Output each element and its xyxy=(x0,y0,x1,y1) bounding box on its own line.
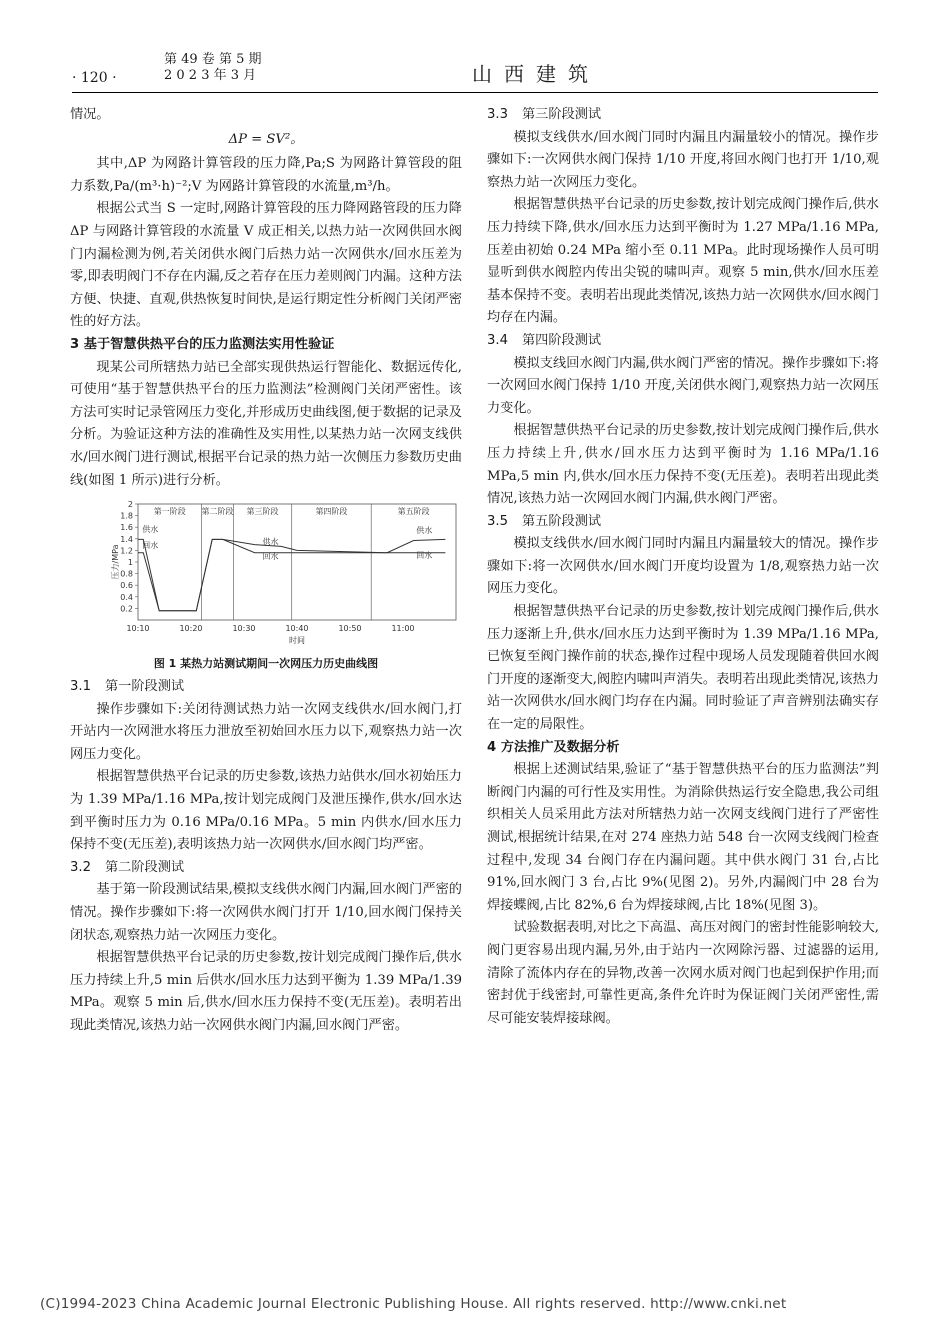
paragraph: 根据智慧供热平台记录的历史参数,按计划完成阀门操作后,供水压力持续下降,供水/回水压力达到平衡时为 1.27 MPa/1.16 MPa,压差由初始 0.24 MPa 缩小至 0.11 MPa。此时现场操作人员可明显听到供水阀腔内传出尖锐的啸叫声。观察 5 min,供水/回水压差基本保持不变。表明若出现此类情况,该热力站一次网供水/回水阀门均存在内漏。 xyxy=(487,197,879,326)
section-title: 第一阶段测试 xyxy=(104,679,185,695)
subsection-heading xyxy=(70,857,462,880)
phase-label: 第五阶段 xyxy=(397,507,430,517)
y-tick-label: 1.8 xyxy=(120,511,133,521)
paragraph: 情况。 xyxy=(70,107,110,122)
volume-issue: 第 49 卷 第 5 期 xyxy=(164,52,262,67)
y-tick-label: 1.6 xyxy=(120,523,133,533)
x-tick-label: 10:10 xyxy=(126,624,150,634)
phase-label: 第一阶段 xyxy=(153,507,186,517)
section-title: 第四阶段测试 xyxy=(521,332,602,348)
paragraph: 根据智慧供热平台记录的历史参数,按计划完成阀门操作后,供水压力持续上升,供水/回水压力达到平衡时为 1.16 MPa/1.16 MPa,5 min 内,供水/回水压力保持不变(无压差)。表明若出现此类情况,该热力站一次网回水阀门内漏,供水阀门严密。 xyxy=(487,423,879,507)
series-annotation: 回水 xyxy=(262,552,279,562)
paragraph: 其中,ΔP 为网路计算管段的压力降,Pa;S 为网路计算管段的阻力系数,Pa/(m³·h)⁻²;V 为网路计算管段的水流量,m³/h。 xyxy=(70,156,462,194)
section-number: 3.3 xyxy=(487,107,508,122)
issue-date: 2 0 2 3 年 3 月 xyxy=(164,68,257,83)
phase-label: 第四阶段 xyxy=(315,507,348,517)
paragraph: 现某公司所辖热力站已全部实现供热运行智能化、数据远传化,可使用“基于智慧供热平台的压力监测法”检测阀门关闭严密性。该方法可实时记录管网压力变化,并形成历史曲线图,便于数据的记录及分析。为验证这种方法的准确性及实用性,以某热力站一次网支线供水/回水阀门进行测试,根据平台记录的热力站一次侧压力参数历史曲线(如图 1 所示)进行分析。 xyxy=(70,359,462,488)
y-tick-label: 1.4 xyxy=(120,534,133,544)
y-tick-label: 1 xyxy=(127,558,133,568)
section-title: 第三阶段测试 xyxy=(521,107,602,122)
x-tick-label: 10:50 xyxy=(338,624,362,634)
section-heading: 3 基于智慧供热平台的压力监测法实用性验证 xyxy=(70,336,335,352)
paragraph: 模拟支线供水/回水阀门同时内漏且内漏量较小的情况。操作步骤如下:一次网供水阀门保持 1/10 开度,将回水阀门也打开 1/10,观察热力站一次网压力变化。 xyxy=(487,129,879,190)
subsection-heading xyxy=(487,104,879,127)
pressure-history-chart xyxy=(70,496,462,654)
x-tick-label: 10:40 xyxy=(285,624,309,634)
y-tick-label: 0.8 xyxy=(120,569,133,579)
paragraph: 基于第一阶段测试结果,模拟支线供水阀门内漏,回水阀门严密的情况。操作步骤如下:将一次网供水阀门打开 1/10,回水阀门保持关闭状态,观察热力站一次网压力变化。 xyxy=(70,882,462,943)
y-axis-label: 压力/MPa xyxy=(111,544,120,580)
figure-caption: 图 1 某热力站测试期间一次网压力历史曲线图 xyxy=(153,657,379,671)
series-annotation: 供水 xyxy=(142,524,159,534)
paragraph: 根据上述测试结果,验证了“基于智慧供热平台的压力监测法”判断阀门内漏的可行性及实用性。为消除供热运行安全隐患,我公司组织相关人员采用此方法对所辖热力站一次网支线阀门进行了严密性测试,根据统计结果,在对 274 座热力站 548 台一次网支线阀门检查过程中,发现 34 台阀门存在内漏问题。其中供水阀门 31 台,占比 91%,回水阀门 3 台,占比 9%(见图 2)。另外,内漏阀门中 28 台为焊接蝶阀,占比 82%,6 台为焊接球阀,占比 18%(见图 3)。 xyxy=(487,762,879,913)
issue-info xyxy=(164,52,261,84)
paragraph: 根据智慧供热平台记录的历史参数,按计划完成阀门操作后,供水压力持续上升,5 min 后供水/回水压力达到平衡为 1.39 MPa/1.39 MPa。观察 5 min 后,供水/回水压力保持不变(无压差)。表明若出现此类情况,该热力站一次网供水阀门内漏,回水阀门严密。 xyxy=(70,950,462,1033)
section-number: 3.5 xyxy=(487,513,508,529)
section-number: 3.2 xyxy=(70,859,91,875)
paragraph: 模拟支线供水/回水阀门同时内漏且内漏量较大的情况。操作步骤如下:将一次网供水/回水阀门开度均设置为 1/8,观察热力站一次网压力变化。 xyxy=(487,536,879,597)
paragraph: 试验数据表明,对比之下高温、高压对阀门的密封性能影响较大,阀门更容易出现内漏,另外,由于站内一次网除污器、过滤器的运用,清除了流体内存在的异物,改善一次网水质对阀门也起到保护作用;而密封优于线密封,可靠性更高,条件允许时为保证阀门关闭严密性,需尽可能安装焊接球阀。 xyxy=(487,920,879,1026)
section-number: 3.1 xyxy=(70,679,91,695)
y-tick-label: 1.2 xyxy=(120,546,133,556)
x-tick-label: 10:20 xyxy=(179,624,203,634)
copyright-footer: (C)1994-2023 China Academic Journal Electronic Publishing House. All rights reserved. http://www.cnki.net xyxy=(40,1296,787,1312)
series-annotation: 供水 xyxy=(262,537,279,547)
header-rule xyxy=(72,92,878,93)
plot-frame xyxy=(138,504,456,620)
section-heading: 4 方法推广及数据分析 xyxy=(487,739,620,755)
page-header xyxy=(72,52,878,92)
left-column xyxy=(70,104,462,1038)
y-tick-label: 0.2 xyxy=(120,604,133,614)
phase-label: 第三阶段 xyxy=(246,507,279,517)
right-column xyxy=(487,104,879,1030)
y-tick-label: 0.6 xyxy=(120,581,133,591)
paragraph: 根据智慧供热平台记录的历史参数,该热力站供水/回水初始压力为 1.39 MPa/1.16 MPa,按计划完成阀门及泄压操作,供水/回水达到平衡时压力为 0.16 MPa/0.16 MPa。5 min 内供水/回水压力保持不变(无压差),表明该热力站一次网供水/回水阀门均严密。 xyxy=(70,769,462,853)
subsection-heading xyxy=(70,676,462,699)
section-title: 第五阶段测试 xyxy=(521,513,602,529)
y-tick-label: 2 xyxy=(127,500,133,510)
page-number: · 120 · xyxy=(72,70,117,86)
paragraph: 操作步骤如下:关闭待测试热力站一次网支线供水/回水阀门,打开站内一次网泄水将压力泄放至初始回水压力以下,观察热力站一次网压力变化。 xyxy=(70,701,462,762)
x-tick-label: 10:30 xyxy=(232,624,256,634)
paragraph: 模拟支线回水阀门内漏,供水阀门严密的情况。操作步骤如下:将一次网回水阀门保持 1/10 开度,关闭供水阀门,观察热力站一次网压力变化。 xyxy=(487,355,879,416)
paragraph: 根据智慧供热平台记录的历史参数,按计划完成阀门操作后,供水压力逐渐上升,供水/回水压力达到平衡时为 1.39 MPa/1.16 MPa,已恢复至阀门操作前的状态,操作过程中现场人员发现随着供回水阀门开度的逐渐变大,阀腔内啸叫声消失。表明若出现此类情况,该热力站一次网供水/回水阀门均存在内漏。同时验证了声音辨别法确实存在一定的局限性。 xyxy=(487,604,879,733)
paragraph: 根据公式当 S 一定时,网路计算管段的压力降网路管段的压力降 ΔP 与网路计算管段的水流量 V 成正相关,以热力站一次网供回水阀门内漏检测为例,若关闭供水阀门后热力站一次网供水/回水压差为零,即表明阀门不存在内漏,反之若存在压力差则阀门内漏。这种方法方便、快捷、直观,供热恢复时间快,是运行期定性分析阀门关闭严密性的好方法。 xyxy=(70,201,462,330)
journal-title: 山西建筑 xyxy=(472,62,600,86)
phase-label: 第二阶段 xyxy=(201,507,234,517)
subsection-heading xyxy=(487,511,879,534)
series-annotation: 回水 xyxy=(142,541,159,551)
y-tick-label: 0.4 xyxy=(120,592,133,602)
series-annotation: 回水 xyxy=(416,551,433,561)
figure-1 xyxy=(70,496,462,654)
x-axis-label: 时间 xyxy=(289,636,305,646)
series-annotation: 供水 xyxy=(416,526,433,536)
subsection-heading xyxy=(487,330,879,353)
x-tick-label: 11:00 xyxy=(391,624,415,634)
section-number: 3.4 xyxy=(487,332,508,348)
formula: ΔP = SV²。 xyxy=(228,131,304,147)
section-title: 第二阶段测试 xyxy=(104,859,185,875)
